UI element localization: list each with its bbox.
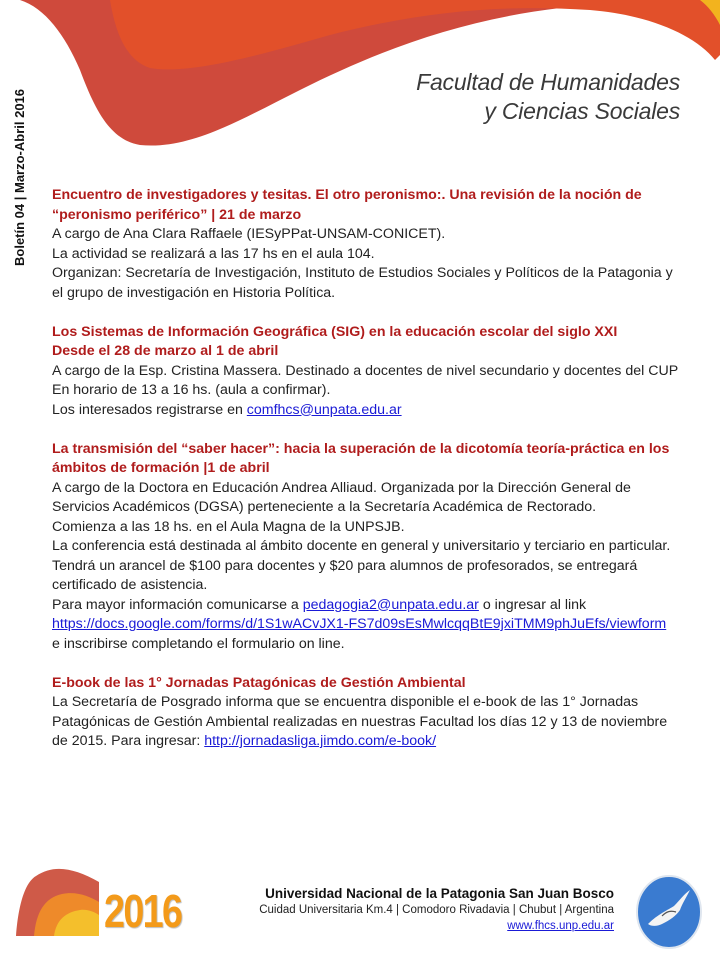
- website-link[interactable]: www.fhcs.unp.edu.ar: [507, 920, 614, 932]
- university-name: Universidad Nacional de la Patagonia San Juan Bosco: [265, 886, 614, 901]
- body-text: Tendrá un arancel de $100 para docentes y $20 para alumnos de profesorados, se entregará: [52, 557, 638, 574]
- register-prefix: Los interesados registrarse en: [52, 401, 247, 418]
- body-text: La actividad se realizará a las 17 hs en el aula 104.: [52, 245, 375, 262]
- section-title: ámbitos de formación |1 de abril: [52, 460, 270, 476]
- section-title: Encuentro de investigadores y tesitas. El otro peronismo:. Una revisión de la noción de: [52, 187, 642, 203]
- access-line: [52, 732, 702, 752]
- bulletin-content: [52, 186, 702, 771]
- body-text: Comienza a las 18 hs. en el Aula Magna de la UNPSJB.: [52, 518, 405, 535]
- ebook-link[interactable]: http://jornadasliga.jimdo.com/e-book/: [204, 733, 437, 749]
- section-title: E-book de las 1° Jornadas Patagónicas de Gestión Ambiental: [52, 674, 466, 691]
- body-text: e inscribirse completando el formulario on line.: [52, 635, 345, 652]
- body-text: A cargo de Ana Clara Raffaele (IESyPPat-UNSAM-CONICET).: [52, 226, 446, 242]
- pedagogia-email-link[interactable]: pedagogia2@unpata.edu.ar: [302, 596, 479, 613]
- body-text: el grupo de investigación en Historia Política.: [52, 284, 336, 301]
- info-prefix: Para mayor información comunicarse a: [52, 596, 303, 613]
- register-email-link[interactable]: comfhcs@unpata.edu.ar: [246, 401, 402, 418]
- bulletin-issue-label: Boletín 04 | Marzo-Abril 2016: [12, 88, 27, 266]
- year-label: 2016: [104, 885, 182, 937]
- body-text: En horario de 13 a 16 hs. (aula a confirmar).: [52, 382, 331, 398]
- event-section-ebook: [52, 674, 702, 752]
- event-section-peronismo: [52, 186, 702, 303]
- event-section-saber-hacer: [52, 440, 702, 655]
- body-text: Organizan: Secretaría de Investigación, Instituto de Estudios Sociales y Políticos de la Patagonia y: [52, 265, 673, 281]
- body-text: A cargo de la Doctora en Educación Andrea Alliaud. Organizada por la Dirección General de: [52, 479, 631, 496]
- body-text: certificado de asistencia.: [52, 577, 208, 593]
- faculty-title-line2: y Ciencias Sociales: [484, 98, 680, 124]
- section-title: “peronismo periférico” | 21 de marzo: [52, 206, 302, 223]
- access-prefix: de 2015. Para ingresar:: [52, 733, 205, 749]
- body-text: La conferencia está destinada al ámbito docente en general y universitario y terciario en particular.: [52, 538, 671, 554]
- body-text: A cargo de la Esp. Cristina Massera. Destinado a docentes de nivel secundario y docentes del CUP: [52, 362, 679, 379]
- faculty-title-line1: Facultad de Humanidades: [416, 69, 680, 95]
- google-form-link[interactable]: https://docs.google.com/forms/d/1S1wACvJX1-FS7d09sEsMwlcqqBtE9jxiTMM9phJuEfs/viewform: [52, 616, 667, 632]
- footer-wave-graphic: [14, 858, 102, 936]
- university-info: [259, 886, 614, 934]
- section-title: Los Sistemas de Información Geográfica (SIG) en la educación escolar del siglo XXI: [52, 323, 618, 340]
- body-text: Servicios Académicos (DGSA) perteneciente a la Secretaría Académica de Rectorado.: [52, 499, 597, 515]
- body-text: Patagónicas de Gestión Ambiental realizadas en nuestras Facultad los días 12 y 13 de noviembre: [52, 713, 668, 730]
- register-line: [52, 401, 702, 421]
- info-suffix: o ingresar al link: [478, 596, 587, 613]
- university-address: Cuidad Universitaria Km.4 | Comodoro Rivadavia | Chubut | Argentina: [259, 904, 614, 916]
- faculty-title: [320, 68, 680, 126]
- section-title: La transmisión del “saber hacer”: hacia la superación de la dicotomía teoría-práctica en los: [52, 440, 670, 457]
- section-title: Desde el 28 de marzo al 1 de abril: [52, 343, 279, 359]
- body-text: La Secretaría de Posgrado informa que se encuentra disponible el e-book de las 1° Jornadas: [52, 694, 639, 710]
- event-section-sig: [52, 323, 702, 421]
- info-line: [52, 596, 702, 616]
- university-seal-icon: [634, 872, 706, 952]
